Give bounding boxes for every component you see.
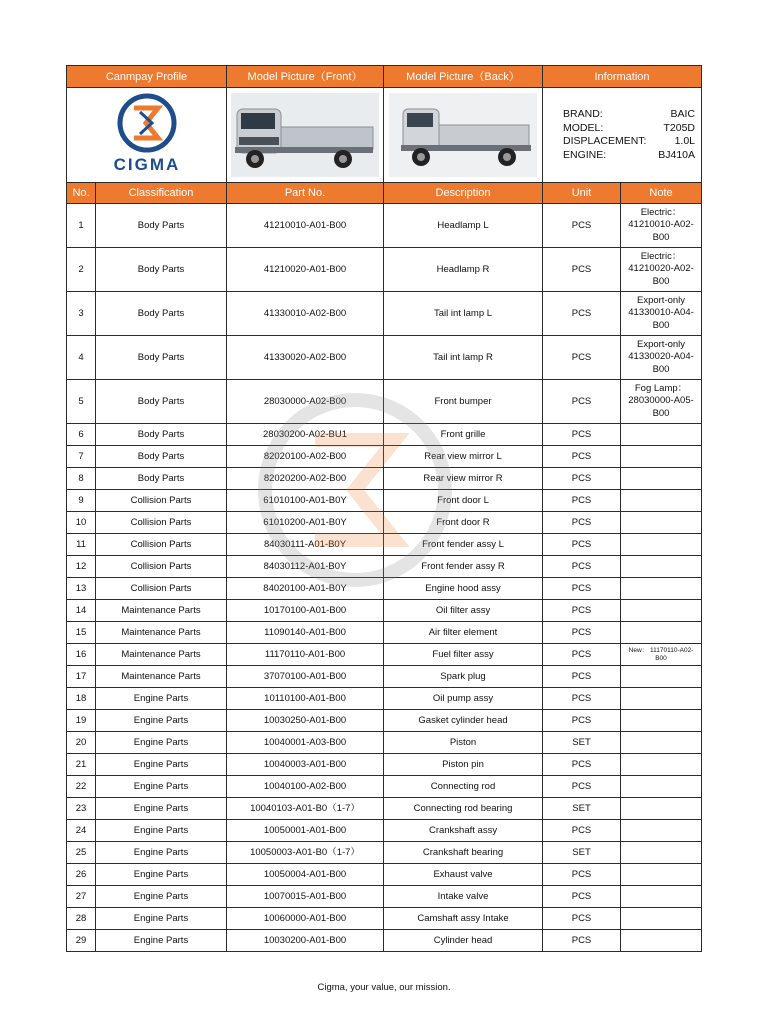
row-description: Front bumper xyxy=(384,380,543,424)
row-note xyxy=(621,578,702,600)
engine-value: BJ410A xyxy=(658,148,696,161)
row-part-no: 61010100-A01-B0Y xyxy=(227,490,384,512)
row-description: Tail int lamp R xyxy=(384,336,543,380)
row-number: 4 xyxy=(67,336,96,380)
row-unit: PCS xyxy=(543,292,621,336)
row-number: 23 xyxy=(67,798,96,820)
truck-back-image xyxy=(389,93,537,177)
cigma-logo xyxy=(102,90,192,176)
row-classification: Body Parts xyxy=(96,446,227,468)
row-number: 28 xyxy=(67,908,96,930)
row-note xyxy=(621,886,702,908)
model-front-header: Model Picture（Front） xyxy=(227,66,384,88)
row-description: Crankshaft assy xyxy=(384,820,543,842)
truck-front-image xyxy=(231,93,379,177)
row-classification: Body Parts xyxy=(96,336,227,380)
row-number: 19 xyxy=(67,710,96,732)
row-note xyxy=(621,842,702,864)
row-note: Export-only 41330020-A04-B00 xyxy=(621,336,702,380)
row-description: Camshaft assy Intake xyxy=(384,908,543,930)
brand-row xyxy=(563,108,695,122)
row-description: Piston pin xyxy=(384,754,543,776)
row-part-no: 11090140-A01-B00 xyxy=(227,622,384,644)
table-row xyxy=(67,556,702,578)
row-number: 15 xyxy=(67,622,96,644)
row-note xyxy=(621,688,702,710)
row-part-no: 41330020-A02-B00 xyxy=(227,336,384,380)
table-row xyxy=(67,886,702,908)
row-number: 11 xyxy=(67,534,96,556)
row-part-no: 10060000-A01-B00 xyxy=(227,908,384,930)
row-description: Intake valve xyxy=(384,886,543,908)
row-note xyxy=(621,490,702,512)
table-row xyxy=(67,380,702,424)
table-row xyxy=(67,512,702,534)
parts-sheet xyxy=(66,65,701,952)
engine-label: ENGINE: xyxy=(563,148,607,161)
table-row xyxy=(67,842,702,864)
row-classification: Maintenance Parts xyxy=(96,600,227,622)
table-row xyxy=(67,776,702,798)
col-part-no-header: Part No. xyxy=(227,183,384,204)
table-row xyxy=(67,336,702,380)
row-classification: Body Parts xyxy=(96,248,227,292)
row-classification: Body Parts xyxy=(96,424,227,446)
profile-row xyxy=(67,88,702,183)
row-part-no: 11170110-A01-B00 xyxy=(227,644,384,666)
engine-row xyxy=(563,149,695,163)
row-description: Rear view mirror L xyxy=(384,446,543,468)
brand-label: BRAND: xyxy=(563,108,603,120)
row-note: Electric： 41210010-A02-B00 xyxy=(621,204,702,248)
row-classification: Engine Parts xyxy=(96,908,227,930)
row-note xyxy=(621,754,702,776)
row-classification: Maintenance Parts xyxy=(96,644,227,666)
row-number: 2 xyxy=(67,248,96,292)
row-description: Gasket cylinder head xyxy=(384,710,543,732)
table-row xyxy=(67,688,702,710)
row-note xyxy=(621,710,702,732)
table-row xyxy=(67,930,702,952)
table-row xyxy=(67,710,702,732)
row-unit: PCS xyxy=(543,622,621,644)
row-unit: PCS xyxy=(543,336,621,380)
logo-cell xyxy=(67,88,227,183)
row-note xyxy=(621,556,702,578)
row-unit: PCS xyxy=(543,754,621,776)
table-row xyxy=(67,600,702,622)
row-number: 10 xyxy=(67,512,96,534)
row-classification: Collision Parts xyxy=(96,556,227,578)
row-part-no: 41210020-A01-B00 xyxy=(227,248,384,292)
row-unit: PCS xyxy=(543,930,621,952)
row-unit: PCS xyxy=(543,644,621,666)
displacement-value: 1.0L xyxy=(674,135,696,147)
row-part-no: 10030250-A01-B00 xyxy=(227,710,384,732)
row-part-no: 10040103-A01-B0（1-7） xyxy=(227,798,384,820)
row-unit: PCS xyxy=(543,688,621,710)
table-row xyxy=(67,292,702,336)
row-description: Spark plug xyxy=(384,666,543,688)
row-part-no: 84020100-A01-B0Y xyxy=(227,578,384,600)
row-description: Oil filter assy xyxy=(384,600,543,622)
row-unit: PCS xyxy=(543,886,621,908)
row-classification: Body Parts xyxy=(96,292,227,336)
back-picture-cell xyxy=(384,88,543,183)
col-no-header: No. xyxy=(67,183,96,204)
table-row xyxy=(67,666,702,688)
row-classification: Collision Parts xyxy=(96,578,227,600)
row-part-no: 10040100-A02-B00 xyxy=(227,776,384,798)
row-note: Fog Lamp： 28030000-A05-B00 xyxy=(621,380,702,424)
row-number: 9 xyxy=(67,490,96,512)
row-unit: PCS xyxy=(543,908,621,930)
row-description: Front door R xyxy=(384,512,543,534)
row-unit: PCS xyxy=(543,666,621,688)
row-number: 6 xyxy=(67,424,96,446)
front-picture-cell xyxy=(227,88,384,183)
row-part-no: 82020100-A02-B00 xyxy=(227,446,384,468)
row-description: Cylinder head xyxy=(384,930,543,952)
displacement-row xyxy=(563,135,695,149)
row-classification: Body Parts xyxy=(96,468,227,490)
parts-table-body xyxy=(67,204,702,952)
table-row xyxy=(67,622,702,644)
row-part-no: 37070100-A01-B00 xyxy=(227,666,384,688)
row-part-no: 10170100-A01-B00 xyxy=(227,600,384,622)
profile-header-row xyxy=(67,66,702,88)
row-note xyxy=(621,600,702,622)
row-classification: Body Parts xyxy=(96,380,227,424)
row-classification: Engine Parts xyxy=(96,864,227,886)
row-number: 7 xyxy=(67,446,96,468)
row-number: 21 xyxy=(67,754,96,776)
row-number: 14 xyxy=(67,600,96,622)
row-unit: PCS xyxy=(543,512,621,534)
row-note xyxy=(621,820,702,842)
row-description: Front fender assy R xyxy=(384,556,543,578)
model-value: T205D xyxy=(663,121,696,134)
column-header-row xyxy=(67,183,702,204)
company-profile-header: Canmpay Profile xyxy=(67,66,227,88)
row-classification: Engine Parts xyxy=(96,886,227,908)
row-note xyxy=(621,468,702,490)
row-number: 1 xyxy=(67,204,96,248)
displacement-label: DISPLACEMENT: xyxy=(563,135,647,147)
row-classification: Engine Parts xyxy=(96,688,227,710)
row-unit: PCS xyxy=(543,248,621,292)
row-note: New： 11170110-A02-B00 xyxy=(621,644,702,666)
row-number: 24 xyxy=(67,820,96,842)
row-number: 20 xyxy=(67,732,96,754)
row-classification: Collision Parts xyxy=(96,490,227,512)
row-note xyxy=(621,732,702,754)
row-classification: Maintenance Parts xyxy=(96,622,227,644)
row-note xyxy=(621,666,702,688)
row-part-no: 10050001-A01-B00 xyxy=(227,820,384,842)
row-description: Headlamp R xyxy=(384,248,543,292)
table-row xyxy=(67,754,702,776)
row-note xyxy=(621,424,702,446)
row-description: Front grille xyxy=(384,424,543,446)
row-part-no: 82020200-A02-B00 xyxy=(227,468,384,490)
row-unit: PCS xyxy=(543,864,621,886)
table-row xyxy=(67,732,702,754)
table-row xyxy=(67,864,702,886)
row-part-no: 10040001-A03-B00 xyxy=(227,732,384,754)
vehicle-info-cell xyxy=(543,88,702,183)
row-note: Electric： 41210020-A02-B00 xyxy=(621,248,702,292)
row-unit: PCS xyxy=(543,380,621,424)
row-description: Oil pump assy xyxy=(384,688,543,710)
table-row xyxy=(67,534,702,556)
table-row xyxy=(67,424,702,446)
table-row xyxy=(67,820,702,842)
table-row xyxy=(67,798,702,820)
row-description: Fuel filter assy xyxy=(384,644,543,666)
table-row xyxy=(67,644,702,666)
row-description: Front fender assy L xyxy=(384,534,543,556)
logo-wordmark: CIGMA xyxy=(113,155,180,174)
row-unit: PCS xyxy=(543,446,621,468)
row-classification: Collision Parts xyxy=(96,534,227,556)
table-row xyxy=(67,908,702,930)
row-classification: Maintenance Parts xyxy=(96,666,227,688)
row-number: 25 xyxy=(67,842,96,864)
col-description-header: Description xyxy=(384,183,543,204)
row-description: Air filter element xyxy=(384,622,543,644)
row-classification: Engine Parts xyxy=(96,754,227,776)
row-classification: Engine Parts xyxy=(96,710,227,732)
row-classification: Engine Parts xyxy=(96,732,227,754)
row-note xyxy=(621,512,702,534)
row-number: 26 xyxy=(67,864,96,886)
table-row xyxy=(67,468,702,490)
row-unit: PCS xyxy=(543,204,621,248)
row-classification: Collision Parts xyxy=(96,512,227,534)
row-description: Tail int lamp L xyxy=(384,292,543,336)
row-classification: Body Parts xyxy=(96,204,227,248)
table-row xyxy=(67,446,702,468)
row-part-no: 28030200-A02-BU1 xyxy=(227,424,384,446)
row-part-no: 10110100-A01-B00 xyxy=(227,688,384,710)
model-row xyxy=(563,122,695,136)
footer-slogan: Cigma, your value, our mission. xyxy=(317,982,451,993)
table-row xyxy=(67,248,702,292)
row-description: Crankshaft bearing xyxy=(384,842,543,864)
col-unit-header: Unit xyxy=(543,183,621,204)
row-part-no: 10040003-A01-B00 xyxy=(227,754,384,776)
row-classification: Engine Parts xyxy=(96,776,227,798)
row-description: Piston xyxy=(384,732,543,754)
row-part-no: 10030200-A01-B00 xyxy=(227,930,384,952)
row-classification: Engine Parts xyxy=(96,930,227,952)
row-number: 18 xyxy=(67,688,96,710)
row-unit: PCS xyxy=(543,468,621,490)
row-number: 13 xyxy=(67,578,96,600)
row-part-no: 10050004-A01-B00 xyxy=(227,864,384,886)
row-unit: PCS xyxy=(543,578,621,600)
row-note xyxy=(621,534,702,556)
row-number: 8 xyxy=(67,468,96,490)
row-note xyxy=(621,776,702,798)
row-unit: PCS xyxy=(543,710,621,732)
row-note xyxy=(621,446,702,468)
row-description: Front door L xyxy=(384,490,543,512)
row-number: 12 xyxy=(67,556,96,578)
row-number: 27 xyxy=(67,886,96,908)
table-row xyxy=(67,578,702,600)
col-note-header: Note xyxy=(621,183,702,204)
row-unit: PCS xyxy=(543,776,621,798)
row-unit: PCS xyxy=(543,556,621,578)
row-classification: Engine Parts xyxy=(96,842,227,864)
row-description: Exhaust valve xyxy=(384,864,543,886)
row-unit: SET xyxy=(543,842,621,864)
row-unit: PCS xyxy=(543,534,621,556)
row-part-no: 41210010-A01-B00 xyxy=(227,204,384,248)
row-note xyxy=(621,908,702,930)
table-row xyxy=(67,204,702,248)
row-number: 3 xyxy=(67,292,96,336)
row-note xyxy=(621,864,702,886)
row-number: 29 xyxy=(67,930,96,952)
row-part-no: 10070015-A01-B00 xyxy=(227,886,384,908)
row-description: Connecting rod bearing xyxy=(384,798,543,820)
row-note xyxy=(621,622,702,644)
parts-table xyxy=(66,65,702,952)
row-description: Connecting rod xyxy=(384,776,543,798)
table-row xyxy=(67,490,702,512)
model-label: MODEL: xyxy=(563,121,604,134)
row-part-no: 61010200-A01-B0Y xyxy=(227,512,384,534)
row-part-no: 28030000-A02-B00 xyxy=(227,380,384,424)
row-note xyxy=(621,930,702,952)
model-back-header: Model Picture（Back） xyxy=(384,66,543,88)
row-classification: Engine Parts xyxy=(96,798,227,820)
col-classification-header: Classification xyxy=(96,183,227,204)
row-number: 5 xyxy=(67,380,96,424)
brand-value: BAIC xyxy=(670,108,696,120)
row-description: Headlamp L xyxy=(384,204,543,248)
row-description: Rear view mirror R xyxy=(384,468,543,490)
information-header: Information xyxy=(543,66,702,88)
row-unit: PCS xyxy=(543,424,621,446)
row-unit: SET xyxy=(543,798,621,820)
row-description: Engine hood assy xyxy=(384,578,543,600)
row-note: Export-only 41330010-A04-B00 xyxy=(621,292,702,336)
row-unit: SET xyxy=(543,732,621,754)
row-unit: PCS xyxy=(543,820,621,842)
row-note xyxy=(621,798,702,820)
row-number: 17 xyxy=(67,666,96,688)
row-number: 16 xyxy=(67,644,96,666)
row-part-no: 10050003-A01-B0（1-7） xyxy=(227,842,384,864)
row-number: 22 xyxy=(67,776,96,798)
row-unit: PCS xyxy=(543,490,621,512)
row-unit: PCS xyxy=(543,600,621,622)
row-part-no: 84030111-A01-B0Y xyxy=(227,534,384,556)
row-part-no: 84030112-A01-B0Y xyxy=(227,556,384,578)
row-part-no: 41330010-A02-B00 xyxy=(227,292,384,336)
row-classification: Engine Parts xyxy=(96,820,227,842)
